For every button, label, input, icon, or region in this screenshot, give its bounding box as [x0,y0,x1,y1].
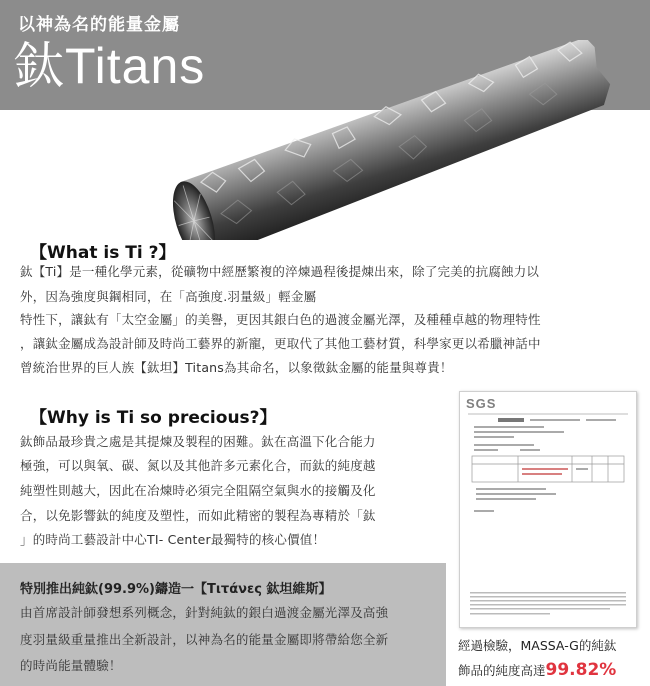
what-is-ti-line: ，讓鈦金屬成為設計師及時尚工藝界的新寵，更取代了其他工藝材質，科學家更以希臘神話中 [20,336,541,351]
what-is-ti-line: 特性下，讓鈦有「太空金屬」的美譽，更因其銀白色的過渡金屬光澤，及種種卓越的物理特性 [20,312,541,327]
promo-line: 由首席設計師發想系列概念，針對純鈦的銀白過渡金屬光澤及高強 [20,605,389,620]
why-precious-line: 合，以免影響鈦的純度及塑性，而如此精密的製程為專精於「鈦 [20,508,376,523]
why-precious-line: 鈦飾品最珍貴之處是其提煉及製程的困難。鈦在高溫下化合能力 [20,434,376,449]
purity-percent: 99.82% [545,660,617,680]
titanium-crystal-bar-image [140,40,650,240]
why-precious-line: 」的時尚工藝設計中心TI- Center最獨特的核心價值！ [20,532,326,547]
why-precious-line: 極強，可以與氧、碳、氮以及其他許多元素化合，而鈦的純度越 [20,458,376,473]
sgs-certificate-image [459,391,637,628]
what-is-ti-line: 外，因為強度與鋼相同，在「高強度.羽量級」輕金屬 [20,289,317,304]
page-subtitle: 以神為名的能量金屬 [18,15,180,35]
what-is-ti-line: 曾統治世界的巨人族【鈦坦】Titans為其命名，以象徵鈦金屬的能量與尊貴！ [20,360,453,375]
certificate-purity-caption [458,660,616,680]
certificate-document-drawing [460,392,636,627]
certificate-caption: 經過檢驗，MASSA-G的純鈦 [458,638,617,653]
page-title: 鈦Titans [14,38,206,94]
promo-heading: 特別推出純鈦(99.9%)鑄造一【Τιτάνες 鈦坦維斯】 [20,582,332,597]
sgs-logo: SGS [466,396,497,411]
promo-line: 度羽量級重量推出全新設計，以神為名的能量金屬即將帶給您全新 [20,632,389,647]
promo-line: 的時尚能量體驗！ [20,658,122,673]
why-precious-line: 純塑性則越大，因此在冶煉時必須完全阻隔空氣與水的接觸及化 [20,483,376,498]
what-is-ti-line: 鈦【Ti】是一種化學元素，從礦物中經歷繁複的淬煉過程後提煉出來，除了完美的抗腐蝕力以 [20,264,540,279]
why-precious-heading: 【Why is Ti so precious?】 [30,408,277,428]
what-is-ti-heading: 【What is Ti ?】 [30,243,176,263]
purity-caption-text: 飾品的純度高達 [458,663,546,678]
